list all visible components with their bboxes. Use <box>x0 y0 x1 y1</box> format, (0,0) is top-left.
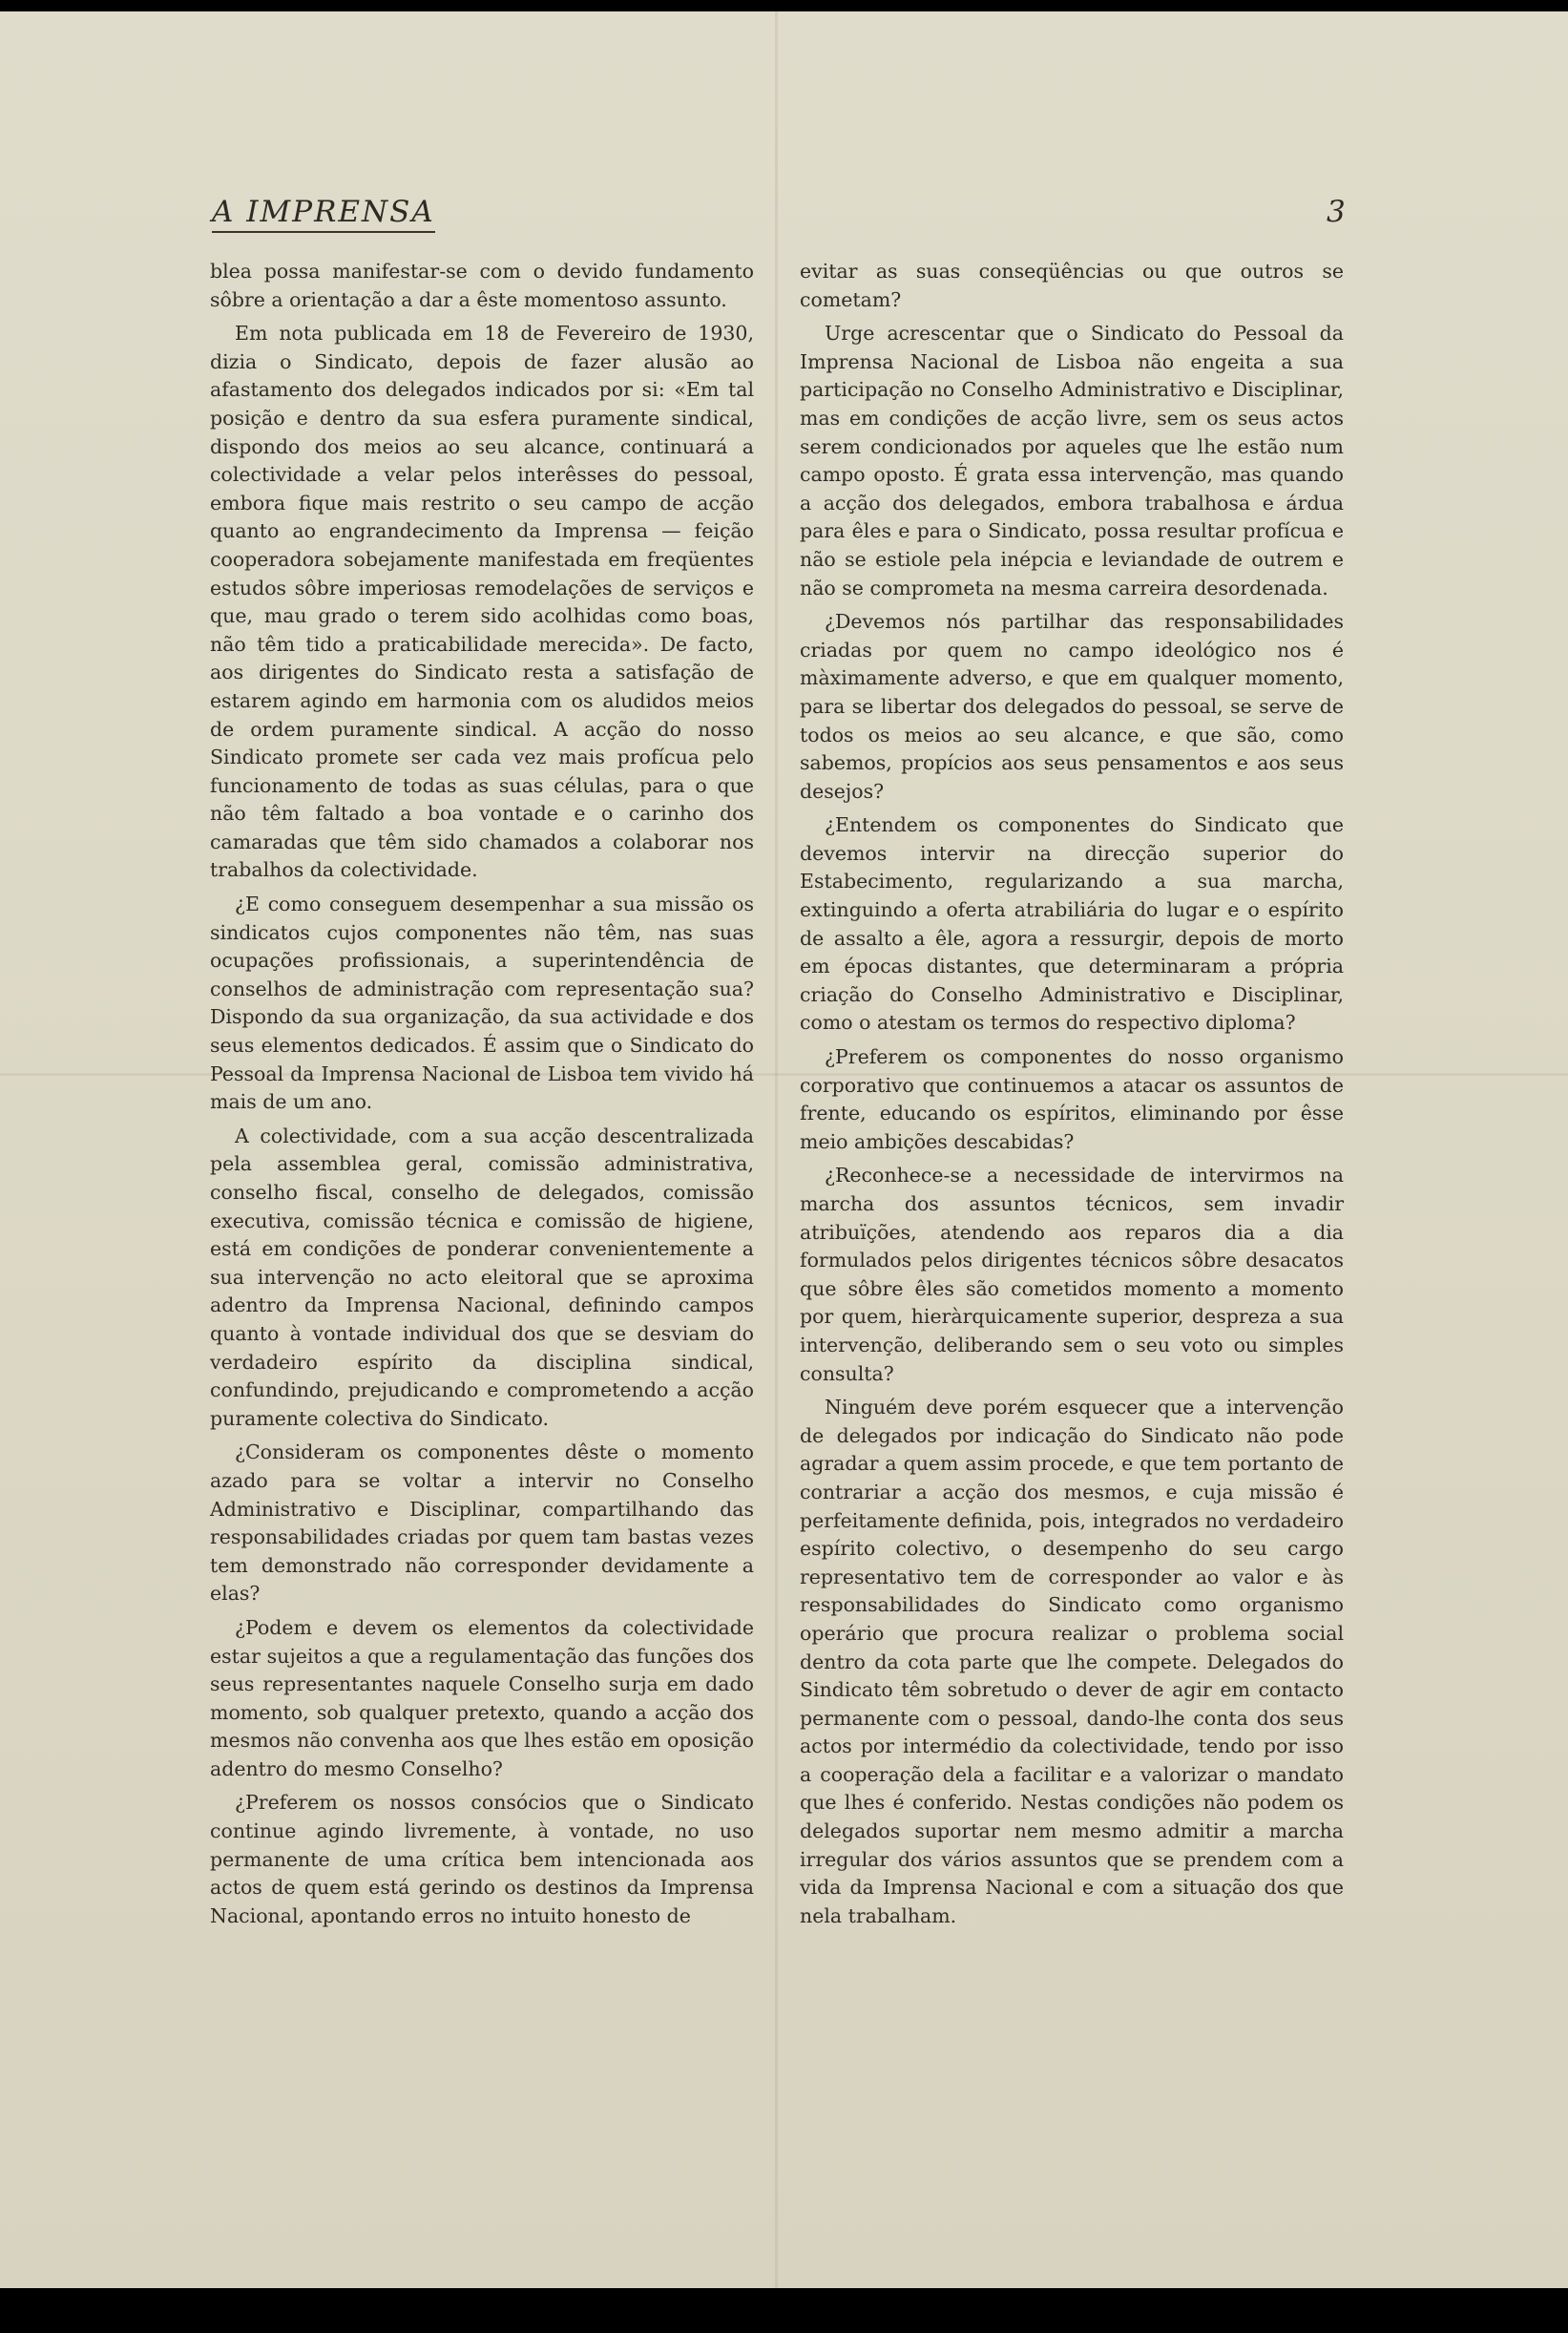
paragraph: ¿E como conseguem desempenhar a sua missão os sindicatos cujos componentes não têm, nas suas ocupações profissionais, a superintendência de conselhos de administração com representação sua? Dispondo da sua organização, da sua actividade e dos seus elementos dedicados. É assim que o Sindicato do Pessoal da Imprensa Nacional de Lisboa tem vivido há mais de um ano. <box>210 893 754 1114</box>
paragraph: A colectividade, com a sua acção descentralizada pela assemblea geral, comissão administrativa, conselho fiscal, conselho de delegados, comissão executiva, comissão técnica e comissão de higiene, está em condições de ponderar convenientemente a sua intervenção no acto eleitoral que se aproxima adentro da Imprensa Nacional, definindo campos quanto à vontade individual dos que se desviam do verdadeiro espírito da disciplina sindical, confundindo, prejudicando e comprometendo a acção puramente colectiva do Sindicato. <box>210 1124 754 1430</box>
paragraph: evitar as suas conseqüências ou que outros se cometam? <box>800 260 1344 311</box>
paragraph: Urge acrescentar que o Sindicato do Pessoal da Imprensa Nacional de Lisboa não engeita a sua participação no Conselho Administrativo e Disciplinar, mas em condições de acção livre, sem os seus actos serem condicionados por aqueles que lhe estão num campo oposto. É grata essa intervenção, mas quando a acção dos delegados, embora trabalhosa e árdua para êles e para o Sindicato, possa resultar profícua e não se estiole pela inépcia e leviandade de outrem e não se comprometa na mesma carreira desordenada. <box>800 322 1344 599</box>
paragraph: ¿Preferem os nossos consócios que o Sindicato continue agindo livremente, à vontade, no uso permanente de uma crítica bem intencionada aos actos de quem está gerindo os destinos da Imprensa Nacional, apontando erros no intuito honesto de <box>210 1791 754 1927</box>
paragraph: ¿Podem e devem os elementos da colectividade estar sujeitos a que a regulamentação das funções dos seus representantes naquele Conselho surja em dado momento, sob qualquer pretexto, quando a acção dos mesmos não convenha aos que lhes estão em oposição adentro do mesmo Conselho? <box>210 1615 754 1780</box>
paragraph: Ninguém deve porém esquecer que a intervenção de delegados por indicação do Sindicato não pode agradar a quem assim procede, e que tem portanto de contrariar a acção dos mesmos, e cuja missão é perfeitamente definida, pois, integrados no verdadeiro espírito colectivo, o desempenho do seu cargo representativo tem de corresponder ao valor e às responsabilidades do Sindicato como organismo operário que procura realizar o problema social dentro da cota parte que lhe compete. Delegados do Sindicato têm sobretudo o dever de agir em contacto permanente com o pessoal, dando-lhe conta dos seus actos por intermédio da colectividade, tendo por isso a cooperação dela a facilitar e a valorizar o mandato que lhes é conferido. Nestas condições não podem os delegados suportar nem mesmo admitir a marcha irregular dos vários assuntos que se prendem com a vida da Imprensa Nacional e com a situação dos que nela trabalham. <box>800 1396 1344 1927</box>
paragraph: blea possa manifestar-se com o devido fundamento sôbre a orientação a dar a êste momentoso assunto. <box>210 260 754 311</box>
running-title: A IMPRENSA <box>212 195 435 233</box>
page-number: 3 <box>1327 195 1346 229</box>
paragraph: ¿Entendem os componentes do Sindicato que devemos intervir na direcção superior do Estabecimento, regularizando a sua marcha, extinguindo a oferta atrabiliária do lugar e o espírito de assalto a êle, agora a ressurgir, depois de morto em épocas distantes, que determinaram a própria criação do Conselho Administrativo e Disciplinar, como o atestam os termos do respectivo diploma? <box>800 813 1344 1035</box>
right-column <box>800 258 1344 1936</box>
paragraph: ¿Devemos nós partilhar das responsabilidades criadas por quem no campo ideológico nos é màximamente adverso, e que em qualquer momento, para se libertar dos delegados do pessoal, se serve de todos os meios ao seu alcance, e que são, como sabemos, propícios aos seus pensamentos e aos seus desejos? <box>800 610 1344 803</box>
left-column <box>210 258 754 1936</box>
paragraph: ¿Preferem os componentes do nosso organismo corporativo que continuemos a atacar os assuntos de frente, educando os espíritos, eliminando por êsse meio ambições descabidas? <box>800 1045 1344 1153</box>
vertical-fold-crease <box>775 11 778 2288</box>
paragraph: Em nota publicada em 18 de Fevereiro de 1930, dizia o Sindicato, depois de fazer alusão ao afastamento dos delegados indicados por si: «Em tal posição e dentro da sua esfera puramente sindical, dispondo dos meios ao seu alcance, continuará a colectividade a velar pelos interêsses do pessoal, embora fique mais restrito o seu campo de acção quanto ao engrandecimento da Imprensa — feição cooperadora sobejamente manifestada em freqüentes estudos sôbre imperiosas remodelações de serviços e que, mau grado o terem sido acolhidas como boas, não têm tido a praticabilidade merecida». De facto, aos dirigentes do Sindicato resta a satisfação de estarem agindo em harmonia com os aludidos meios de ordem puramente sindical. A acção do nosso Sindicato promete ser cada vez mais profícua pelo funcionamento de todas as suas células, para o que não têm faltado a boa vontade e o carinho dos camaradas que têm sido chamados a colaborar nos trabalhos da colectividade. <box>210 322 754 882</box>
paragraph: ¿Reconhece-se a necessidade de intervirmos na marcha dos assuntos técnicos, sem invadir atribuïções, atendendo aos reparos dia a dia formulados pelos dirigentes técnicos sôbre desacatos que sôbre êles são cometidos momento a momento por quem, hieràrquicamente superior, despreza a sua intervenção, deliberando sem o seu voto ou simples consulta? <box>800 1164 1344 1385</box>
paragraph: ¿Consideram os componentes dêste o momento azado para se voltar a intervir no Conselho Administrativo e Disciplinar, compartilhando das responsabilidades criadas por quem tam bastas vezes tem demonstrado não corresponder devidamente a elas? <box>210 1440 754 1606</box>
